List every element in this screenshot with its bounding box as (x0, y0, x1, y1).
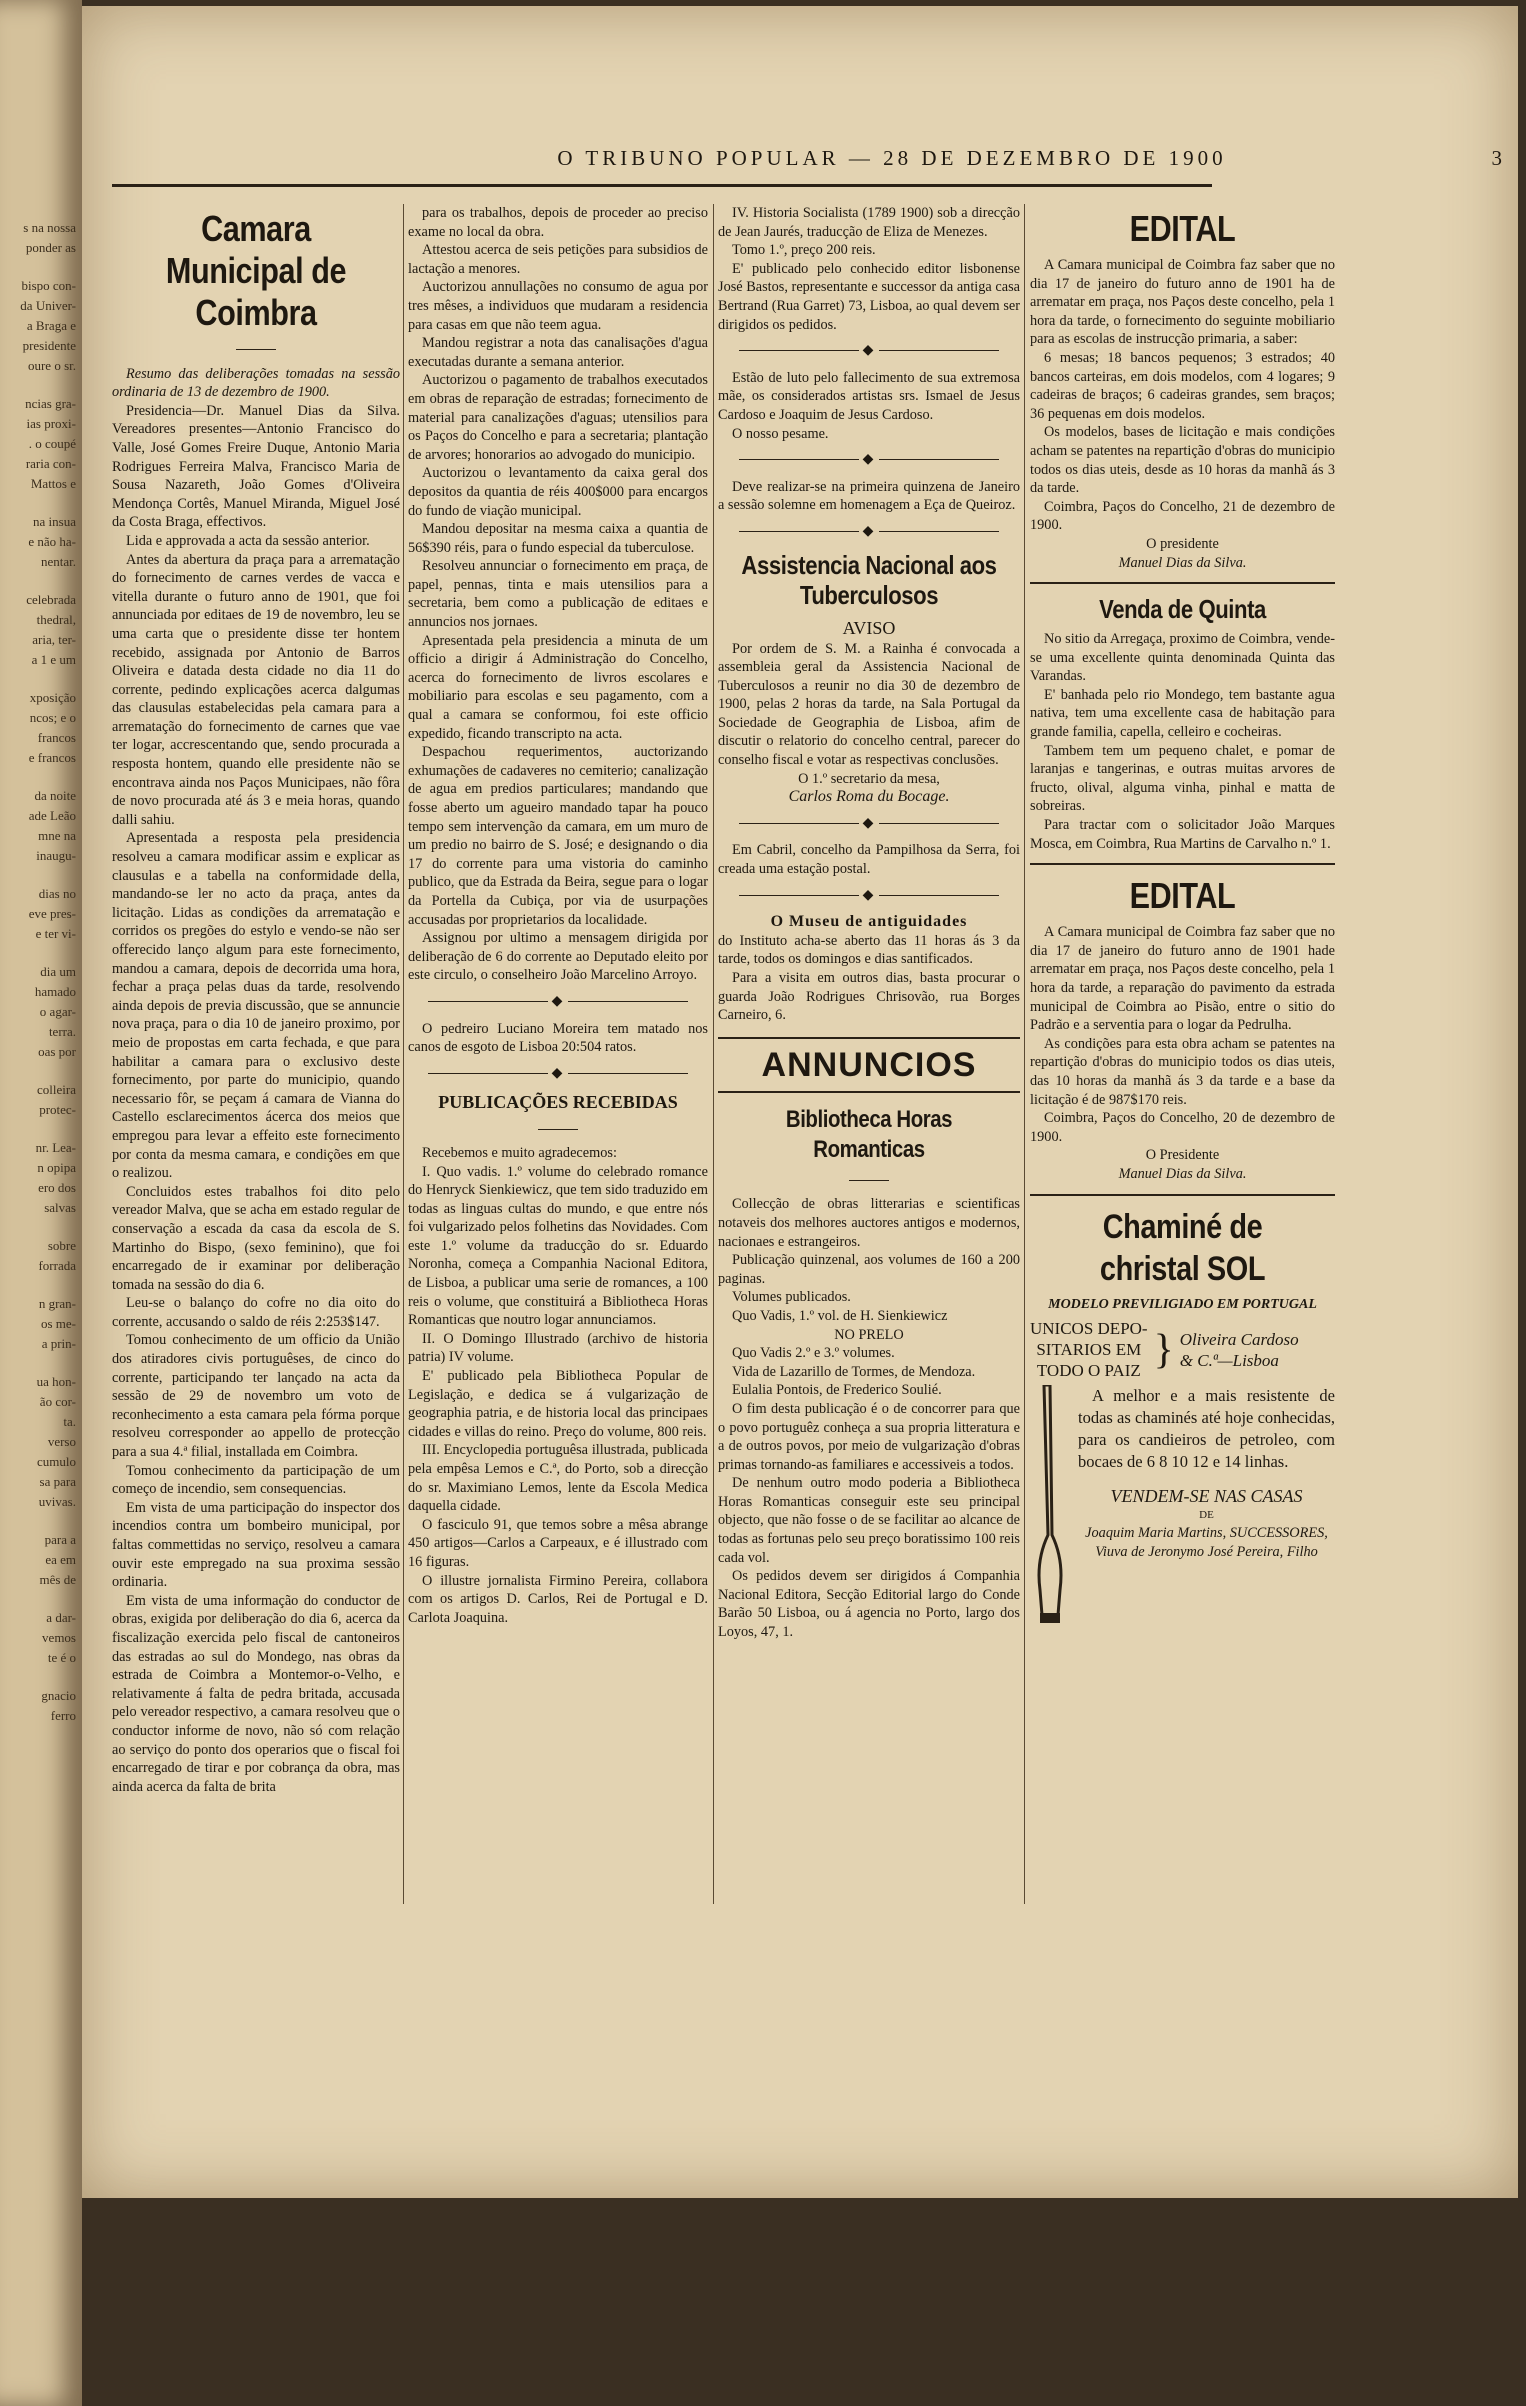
prev-page-line: vemos (42, 1630, 76, 1645)
depositarios-label (1030, 1318, 1148, 1381)
separator: ◆ (408, 993, 708, 1012)
edital-1-president: O presidente (1146, 535, 1219, 552)
prev-page-line: uvivas. (38, 1494, 76, 1509)
assist-aviso: AVISO (842, 617, 896, 638)
prev-page-line: te é o (47, 1650, 76, 1665)
annuncios-box (718, 1037, 1020, 1093)
prev-page-line: ias proxi- (26, 416, 76, 431)
edital-2-body (1030, 923, 1335, 1146)
paragraph: Lida e approvada a acta da sessão anterior. (126, 532, 370, 549)
paragraph: Auctorizou o pagamento de trabalhos executados em obras de reparação de estradas; fornecimento de material para canalizações d'aguas; utensilios para os Paços do Concelho e para a secretaria; plantação de arvores; honorarios ao advogado do municipio. (408, 372, 708, 463)
prev-page-fragment (0, 218, 82, 258)
no-prelo-heading: NO PRELO (834, 1326, 904, 1343)
prev-page-line: n gran- (38, 1296, 76, 1311)
prev-page-line: os me- (40, 1316, 76, 1331)
paragraph: O illustre jornalista Firmino Pereira, collabora com os artigos D. Carlos, Rei de Portugal e D. Carlota Joaquina. (408, 1572, 708, 1626)
prev-page-line: a Braga e (26, 318, 76, 333)
prev-page-fragment (0, 512, 82, 572)
prev-page-line: oas por (38, 1044, 76, 1059)
bibliotheca-ad (718, 1195, 1020, 1325)
paragraph: Coimbra, Paços do Concelho, 20 de dezembro de 1900. (1030, 1110, 1335, 1145)
separator: ◆ (408, 1065, 708, 1084)
separator (112, 340, 400, 359)
paragraph: Quo Vadis 2.º e 3.º volumes. (732, 1345, 895, 1362)
separator (1030, 1194, 1335, 1196)
depositarios (1030, 1318, 1335, 1381)
ad-title-bibliotheca: Bibliotheca Horas Romanticas (785, 1105, 953, 1163)
prev-page-line: presidente (22, 338, 76, 353)
dep-line: SITARIOS EM (1036, 1340, 1142, 1360)
prev-page-line: sobre (47, 1238, 76, 1253)
assist-text: Por ordem de S. M. a Rainha é convocada a assembleia geral da Assistencia Nacional de Tuberculosos a reunir no dia 30 de dezembro de 1900, pelas 2 horas da tarde, na Sala Portugal da Sociedade de Geographia de Lisboa, afim de discutir o relatorio do concelho central, parecer do conselho fiscal e votar as respectivas conclusões. (718, 640, 1020, 769)
prev-page-line: celebrada (26, 592, 76, 607)
page-header (322, 146, 1502, 171)
prev-page-line: oure o sr. (27, 358, 76, 373)
prev-page-line: ade Leão (28, 808, 76, 823)
column-2 (408, 204, 708, 1627)
depositarios-names (1180, 1329, 1299, 1371)
paragraph: I. Quo vadis. 1.º volume do celebrado romance do Henryck Sienkiewicz, que tem sido traduzido em todas as linguas cultas do mundo, e que entre nós foi vulgarizado pelos folhetins das Novidades. Com este 1.º volume da traducção do sr. Eduardo Noronha, começa a Companhia Nacional Editora, de Lisboa, a publicar uma serie de romances, a 100 reis o volume, que constituirá a Bibliotheca Horas Romanticas que noutro logar annunciamos. (408, 1163, 708, 1329)
prev-page-fragment (0, 276, 82, 376)
previous-page-margin (0, 0, 82, 2406)
prev-page-line: n opipa (37, 1160, 76, 1175)
paragraph: Publicação quinzenal, aos volumes de 160 a 200 paginas. (718, 1252, 1020, 1287)
paragraph: A Camara municipal de Coimbra faz saber que no dia 17 de janeiro do futuro anno de 1901 ha de arrematar em praça, nos Paços deste concelho, pela 1 hora da tarde, o fornecimento do seguinte mobiliario para as escolas de instrucção primaria, a saber: (1030, 257, 1335, 348)
museu-text-2: Para a visita em outros dias, basta procurar o guarda João Rodrigues Chrisovão, rua Borges Carneiro, 6. (718, 970, 1020, 1024)
paragraph: Attestou acerca de seis petições para subsidios de lactação a menores. (408, 242, 708, 277)
prev-page-line: cumulo (37, 1454, 76, 1469)
venda-body (1030, 630, 1335, 853)
column-divider (1024, 204, 1025, 1904)
paragraph: O fasciculo 91, que temos sobre a mêsa abrange 450 artigos—Carlos a Carpeaux, e é illustrado com 16 figuras. (408, 1516, 708, 1570)
prev-page-line: francos (37, 730, 76, 745)
prev-page-line: terra. (48, 1024, 76, 1039)
prev-page-line: a dar- (46, 1610, 76, 1625)
prev-page-line: colleira (37, 1082, 76, 1097)
news-pesame: O nosso pesame. (732, 425, 829, 442)
chamine-text: A melhor e a mais resistente de todas as chaminés até hoje conhecidas, para os candieiros de petroleo, com bocaes de 6 8 10 12 e 14 linhas. (1078, 1386, 1335, 1472)
prev-page-line: hamado (34, 984, 76, 999)
paragraph: De nenhum outro modo poderia a Bibliotheca Horas Romanticas conseguir este seu principal objecto, que não fosse o de se facilitar ao alcance de todas as fortunas pelo seu preço boratissimo 100 reis cada vol. (718, 1475, 1020, 1566)
paragraph: As condições para esta obra acham se patentes na repartição d'obras do municipio todos os dias uteis, das 10 horas da manhã ás 3 da tarde e a base da licitação é de 987$170 reis. (1030, 1035, 1335, 1108)
prev-page-line: ea em (45, 1552, 76, 1567)
paragraph: Mandou registrar a nota das canalisações d'agua executadas durante a semana anterior. (408, 335, 708, 370)
prev-page-line: raria con- (25, 456, 76, 471)
prev-page-line: a 1 e um (31, 652, 76, 667)
museu-text: do Instituto acha-se aberto das 11 horas ás 3 da tarde, todos os domingos e dias santificados. (718, 932, 1020, 968)
paragraph: Em vista de uma informação do conductor de obras, exigida por deliberação do dia 6, acerca da fiscalização exercida pelo fiscal de cantoneiros das estradas ao sul do Mondego, nas obras da estrada de Coimbra a Montemor-o-Velho, e relativamente á falta de pedra britada, accusada pelo vereador respectivo, a camara resolveu que o conductor informe de novo, não só com relação ao serviço do ponto dos operarios que o fiscal foi encarregado de tirar e por cobrança da obra, mas ainda acerca da falta de brita (112, 1592, 400, 1795)
prev-page-line: para a (44, 1532, 76, 1547)
article-body-camara-cont (408, 204, 708, 985)
annuncios-title: ANNUNCIOS (761, 1045, 977, 1084)
prev-page-line: dias no (38, 886, 76, 901)
vendem-heading: VENDEM-SE NAS CASAS (1110, 1486, 1303, 1507)
edital-2-title: EDITAL (1129, 875, 1236, 917)
paragraph: Mandou depositar na mesma caixa a quantia de 56$390 réis, para o fundo especial da tuberculose. (408, 521, 708, 556)
dep-line: TODO O PAIZ (1036, 1361, 1141, 1381)
news-luto: Estão de luto pelo fallecimento de sua extremosa mãe, os considerados artistas srs. Ismael de Jesus Cardoso e Joaquim de Jesus Cardoso. (718, 369, 1020, 423)
no-prelo-list (718, 1344, 1020, 1642)
dep-name: & C.ª—Lisboa (1179, 1350, 1279, 1370)
edital-1-signature: Manuel Dias da Silva. (1118, 554, 1247, 571)
paragraph: E' publicado pela Bibliotheca Popular de Legislação, e dedica se á vulgarização de geographia patria, e de historia local das principaes cidades e villas do reino. Preço do volume, 800 reis. (408, 1368, 708, 1440)
separator (1030, 863, 1335, 865)
column-4 (1030, 204, 1335, 1625)
prev-page-line: mês de (39, 1572, 76, 1587)
publicacoes-list (408, 1163, 708, 1628)
column-divider (713, 204, 714, 1904)
prev-page-fragment (0, 884, 82, 944)
prev-page-line: e francos (28, 750, 76, 765)
prev-page-line: ponder as (25, 240, 76, 255)
prev-page-fragment (0, 688, 82, 768)
header-title: O TRIBUNO POPULAR — 28 DE DEZEMBRO DE 1900 (557, 146, 1227, 170)
prev-page-line: gnacio (41, 1688, 76, 1703)
prev-page-line: o agar- (39, 1004, 76, 1019)
paragraph: III. Encyclopedia portuguêsa illustrada, publicada pela empêsa Lemos e C.ª, do Porto, sob a direcção do sr. Maximiano Lemos, lente da Escola Medica daquella cidade. (408, 1442, 708, 1515)
lamp-chimney-icon (1030, 1385, 1070, 1625)
prev-page-line: da noite (34, 788, 76, 803)
prev-page-line: forrada (38, 1258, 76, 1273)
paragraph: Concluidos estes trabalhos foi dito pelo vereador Malva, que se acha em estado regular de conservação a escada da casa da escola de S. Martinho do Bispo, (sexo feminino), que foi encarregado de ir examinar por deliberação tomada na sessão do dia 6. (112, 1183, 400, 1293)
news-homenagem: Deve realizar-se na primeira quinzena de Janeiro a sessão solemne em homenagem a Eça de Queiroz. (718, 478, 1020, 514)
article-subtitle: Resumo das deliberações tomadas na sessão ordinaria de 13 de dezembro de 1900. (112, 365, 400, 401)
paragraph: Quo Vadis, 1.º vol. de H. Sienkiewicz (732, 1307, 948, 1324)
edital-2-signature: Manuel Dias da Silva. (1118, 1165, 1247, 1182)
venda-title: Venda de Quinta (1099, 594, 1266, 625)
column-1 (112, 204, 400, 1796)
separator: ◆ (718, 887, 1020, 906)
dep-line: UNICOS DEPO- (1030, 1319, 1148, 1339)
prev-page-line: dia um (40, 964, 76, 979)
paragraph: Coimbra, Paços do Concelho, 21 de dezembro de 1900. (1030, 498, 1335, 534)
prev-page-line: aria, ter- (32, 632, 76, 647)
chamine-subtitle: MODELO PREVILIGIADO EM PORTUGAL (1048, 1296, 1317, 1312)
paragraph: Volumes publicados. (732, 1289, 851, 1306)
separator: ◆ (718, 523, 1020, 542)
paragraph: Antes da abertura da praça para a arrematação do fornecimento de carnes verdes de vacca e vitella durante o futuro anno de 1901, que foi annunciada por editaes de 19 de novembro, leu se uma carta que o presidente disse ter hontem recebido, assignada por Antonio de Barros Oliveira e datada desta cidade no dia 11 do corrente, pedindo explicações acerca dalgumas das clausulas estabelecidas pela camara para a arrematação do fornecimento de carnes que vae ter logar, accrescentando que, sendo procurada a resposta hontem, quando elle presidente não se encontrava ainda nos Paços Municipaes, não fôra de novo procurada até ás 3 e meia horas, quando dalli sahiu. (112, 551, 400, 828)
separator (718, 1171, 1020, 1190)
assist-secretary: O 1.º secretario da mesa, (798, 770, 940, 787)
column-divider (403, 204, 404, 1904)
paragraph: Eulalia Pontois, de Frederico Soulié. (732, 1382, 942, 1399)
paragraph: E' banhada pelo rio Mondego, tem bastante agua nativa, tem uma excellente casa de habitação para grande familia, capella, celleiro e cocheiras. (1030, 686, 1335, 741)
news-cabril: Em Cabril, concelho da Pampilhosa da Serra, foi creada uma estação postal. (718, 842, 1020, 878)
prev-page-line: protec- (39, 1102, 76, 1117)
assist-signature: Carlos Roma du Bocage. (788, 788, 950, 806)
separator: ◆ (718, 342, 1020, 361)
prev-page-line: ferro (50, 1708, 76, 1723)
prev-page-line: thedral, (36, 612, 76, 627)
dep-name: Oliveira Cardoso (1179, 1329, 1299, 1349)
prev-page-line: na insua (33, 514, 76, 529)
prev-page-fragment (0, 1236, 82, 1276)
pub-intro: Recebemos e muito agradecemos: (422, 1144, 617, 1161)
paragraph: Tambem tem um pequeno chalet, e pomar de laranjas e tangerinas, e outras muitas arvores de fructo, olival, alguma vinha, pinhal e matta de sobreiras. (1030, 742, 1335, 815)
paragraph: IV. Historia Socialista (1789 1900) sob a direcção de Jean Jaurés, traducção de Eliza de Menezes. (718, 205, 1020, 240)
separator: ◆ (718, 815, 1020, 834)
article-body-camara (112, 402, 400, 1797)
prev-page-line: ua hon- (36, 1374, 76, 1389)
news-pedreiro: O pedreiro Luciano Moreira tem matado nos canos de esgoto de Lisboa 20:504 ratos. (408, 1020, 708, 1056)
prev-page-fragment (0, 1608, 82, 1668)
edital-2-president: O Presidente (1145, 1147, 1220, 1164)
paragraph: Auctorizou o levantamento da caixa geral dos depositos da quantia de réis 400$000 para encargos do fundo de viação municipal. (408, 465, 708, 519)
paragraph: 6 mesas; 18 bancos pequenos; 3 estrados; 40 bancos carteiras, em dois modelos, com 4 logares; 9 cadeiras de braços; 6 cadeiras grandes, sem braços; 36 pequenas em dois modelos. (1030, 349, 1335, 422)
prev-page-line: a prin- (41, 1336, 76, 1351)
paragraph: A Camara municipal de Coimbra faz saber que no dia 17 de janeiro do futuro anno de 1901 hade arrematar em praça, nos Paços deste concelho, pela 1 hora da tarde, a reparação do pavimento da estrada municipal de Coimbra ao Pisão, entre o sitio do Padrão e a serventia para o logar da Pedrulha. (1030, 924, 1335, 1034)
prev-page-line: sa para (39, 1474, 76, 1489)
prev-page-line: s na nossa (23, 220, 76, 235)
section-title-publicacoes: PUBLICAÇÕES RECEBIDAS (438, 1092, 678, 1113)
header-rule (112, 184, 1212, 187)
prev-page-line: inaugu- (36, 848, 76, 863)
prev-page-fragment (0, 1138, 82, 1218)
column-3 (718, 204, 1020, 1642)
paragraph: E' publicado pelo conhecido editor lisbonense José Bastos, representante e successor da antiga casa Bertrand (Rua Garret) 73, Lisboa, ao qual devem ser dirigidos os pedidos. (718, 260, 1020, 333)
edital-1-title: EDITAL (1129, 208, 1236, 249)
prev-page-fragment (0, 394, 82, 494)
separator (1030, 582, 1335, 584)
paragraph: Os modelos, bases de licitação e mais condições acham se patentes na repartição d'obras do municipio todos os dias uteis, desde as 10 horas da manhã ás 3 da tarde. (1030, 424, 1335, 497)
paragraph: O fim desta publicação é o de concorrer para que o povo portuguêz conheça a sua propria litteratura e a de outros povos, por meio de vulgarização d'obras primas tornando-as familiares e accessiveis a todos. (718, 1400, 1020, 1473)
prev-page-fragment (0, 1080, 82, 1120)
paragraph: No sitio da Arregaça, proximo de Coimbra, vende-se uma excellente quinta denominada Quinta das Varandas. (1030, 631, 1335, 685)
prev-page-line: e não ha- (28, 534, 76, 549)
paragraph: Em vista de uma participação do inspector dos incendios contra um bombeiro municipal, por faltas commettidas no serviço, resolveu a camara ouvir este empregado na sua proxima sessão ordinaria. (112, 1499, 400, 1591)
prev-page-line: . o coupé (28, 436, 76, 451)
prev-page-line: Mattos e (30, 476, 76, 491)
paragraph: Apresentada a resposta pela presidencia resolveu a camara modificar assim e explicar as clausulas e a tabella na conformidade della, mandando-se ler no acto da praça, antes da licitação. Lidas as condições da arrematação e corridos os pregões do estylo e vendo-se não ser offerecido lanço algum para este fornecimento, mandou a camara, depois de decorrida uma hora, fechar a praça pelas duas da tarde, resolvendo ainda depois de previa discussão, que se annuncie nova praça, para o dia 10 de janeiro proximo, por meio de propostas em carta fechada, e que para habilitar a camara para o exclusivo deste fornecimento, por parte do municipio, quando necessario fôr, se peçam á camara de Vianna do Castello esclarecimentos ácerca dos meios que empregou para levar a effeito este fornecimento por conta da mesma camara, e condições em que o realizou. (112, 830, 400, 1182)
chamine-title: Chaminé de christal SOL (1099, 1207, 1266, 1288)
chamine-casas: Joaquim Maria Martins, SUCCESSORES, Viuva de Jeronymo José Pereira, Filho (1085, 1525, 1328, 1560)
article-title-assistencia: Assistencia Nacional aos Tuberculosos (741, 549, 997, 610)
paragraph: Leu-se o balanço do cofre no dia oito do corrente, accusando o saldo de réis 2:253$147. (112, 1295, 400, 1330)
prev-page-line: ncias gra- (25, 396, 76, 411)
paragraph: para os trabalhos, depois de proceder ao preciso exame no local da obra. (408, 205, 708, 240)
separator (408, 1119, 708, 1138)
prev-page-fragment (0, 962, 82, 1062)
prev-page-line: mne na (38, 828, 76, 843)
prev-page-line: ão cor- (39, 1394, 76, 1409)
paragraph: Tomou conhecimento da participação de um começo de incendio, sem consequencias. (112, 1462, 400, 1498)
paragraph: Presidencia—Dr. Manuel Dias da Silva. Vereadores presentes—Antonio Francisco do Valle, José Gomes Freire Duque, Antonio Maria Rodrigues Ferreira Malva, Francisco Maria de Sousa Nazareth, João Gomes d'Oliveira Mendonça Cortês, Manuel Miranda, Miguel José da Costa Braga, effectivos. (112, 402, 400, 531)
prev-page-line: ta. (63, 1414, 76, 1429)
paragraph: Os pedidos devem ser dirigidos á Companhia Nacional Editora, Secção Editorial largo do Conde Barão 50 Lisboa, ou á agencia no Porto, largo dos Loyos, 47, 1. (718, 1568, 1020, 1641)
prev-page-line: nr. Lea- (35, 1140, 76, 1155)
paragraph: Resolveu annunciar o fornecimento em praça, de papel, pennas, tinta e mais utensilios para a secretaria, bem como a publicação de editaes e annuncios nos jornaes. (408, 558, 708, 631)
prev-page-line: salvas (44, 1200, 76, 1215)
prev-page-line: bispo con- (21, 278, 76, 293)
prev-page-fragment (0, 786, 82, 866)
paragraph: Auctorizou annullações no consumo de agua por tres mêses, a individuos que mudaram a residencia para casas em que não teem agua. (408, 279, 708, 333)
paragraph: II. O Domingo Illustrado (archivo de historia patria) IV volume. (408, 1330, 708, 1366)
prev-page-fragment (0, 1686, 82, 1726)
paragraph: Apresentada pela presidencia a minuta de um officio a dirigir á Administração do Concelho, acerca do fornecimento de livros escolares e mobiliario para escolas e seu pagamento, com a qual a camara se conformou, foi este officio expedido, ficando transcripto na acta. (408, 632, 708, 742)
paragraph: Tomo 1.º, preço 200 reis. (732, 242, 876, 259)
edital-1-body (1030, 256, 1335, 535)
chamine-ad (1030, 1385, 1335, 1625)
paragraph: Vida de Lazarillo de Tormes, de Mendoza. (732, 1363, 976, 1380)
prev-page-fragment (0, 1372, 82, 1512)
brace-icon: } (1153, 1326, 1174, 1373)
paragraph: Despachou requerimentos, auctorizando exhumações de cadaveres no cemiterio; canalização de agua em predios particulares; mandando que fosse aberto um agueiro mandado tapar ha pouco tempo sem intervenção da camara, em um muro de um predio no bairro de S. José; e designando o dia 17 do corrente para uma vistoria do caminho publico, que da Estrada da Beira, segue para o logar da Portella da Cubiça, por via de usurpações accusadas por proprietarios da localidade. (408, 744, 708, 928)
paragraph: Collecção de obras litterarias e scientificas notaveis dos melhores auctores antigos e modernos, nacionaes e estrangeiros. (718, 1196, 1020, 1250)
article-title-camara: Camara Municipal de Coimbra (165, 208, 347, 333)
paragraph: Tomou conhecimento de um officio da União dos atiradores civis portuguêses, de cinco do corrente, participando ter lançado na acta da sessão de 29 de novembro um voto de reconhecimento a esta camara pela fórma porque resolveu corresponder ao appello de protecção para a sua 4.ª filial, installada em Coimbra. (112, 1332, 400, 1461)
paragraph: Para tractar com o solicitador João Marques Mosca, em Coimbra, Rua Martins de Carvalho n.º 1. (1030, 817, 1335, 852)
prev-page-fragment (0, 1530, 82, 1590)
prev-page-line: da Univer- (20, 298, 76, 313)
publicacoes-cont (718, 204, 1020, 334)
prev-page-line: verso (47, 1434, 76, 1449)
prev-page-line: ero dos (38, 1180, 76, 1195)
prev-page-line: ncos; e o (29, 710, 76, 725)
prev-page-line: nentar. (40, 554, 76, 569)
separator: ◆ (718, 451, 1020, 470)
prev-page-line: xposição (29, 690, 76, 705)
prev-page-fragment (0, 1294, 82, 1354)
de-label: DE (1199, 1508, 1214, 1521)
prev-page-fragment (0, 590, 82, 670)
page-number: 3 (1491, 146, 1502, 170)
prev-page-line: e ter vi- (35, 926, 76, 941)
prev-page-line: eve pres- (28, 906, 76, 921)
museu-title: O Museu de antiguidades (770, 913, 968, 931)
paragraph: Assignou por ultimo a mensagem dirigida por deliberação de 6 do corrente ao Deputado eleito por este circulo, o conselheiro João Marcelino Arroyo. (408, 930, 708, 984)
